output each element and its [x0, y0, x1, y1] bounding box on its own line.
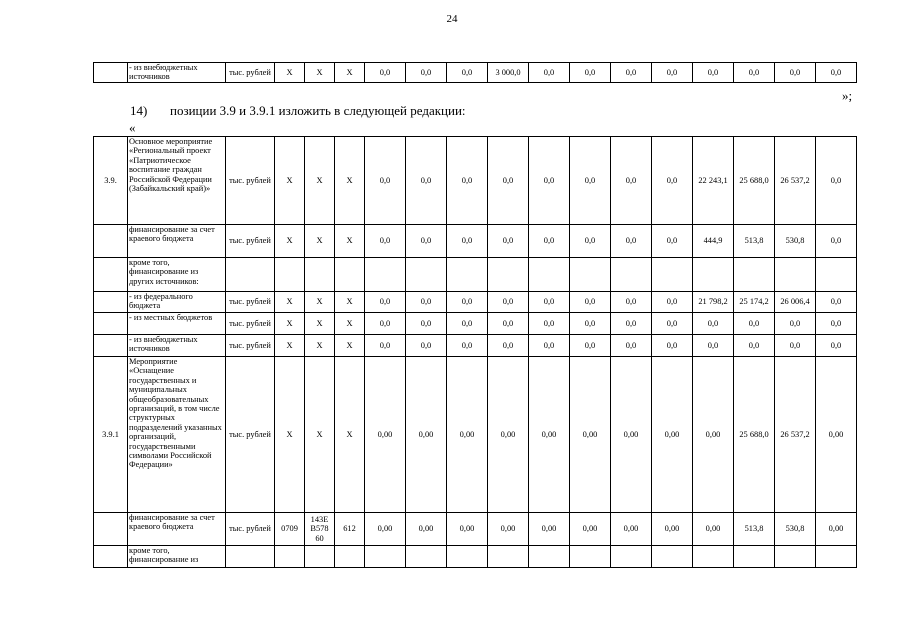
table-row — [94, 63, 857, 83]
table-row — [94, 258, 857, 292]
table-cell: 0,0 — [529, 313, 570, 335]
table-cell: 0,0 — [365, 335, 406, 357]
table-cell: 0,00 — [529, 357, 570, 513]
row-code-cell: 3.9. — [94, 137, 128, 225]
table-cell — [488, 258, 529, 292]
table-cell: 0,0 — [570, 225, 611, 258]
opening-quote: « — [129, 120, 136, 135]
table-cell: 0,0 — [365, 63, 406, 83]
table-cell: 26 537,2 — [775, 357, 816, 513]
table-cell — [365, 546, 406, 568]
table-cell: X — [275, 63, 305, 83]
table-cell — [693, 258, 734, 292]
positions-table — [93, 136, 857, 568]
table-cell: тыс. рублей — [226, 137, 275, 225]
table-cell: 0,0 — [611, 313, 652, 335]
table-cell: 0,0 — [529, 137, 570, 225]
table-cell: X — [335, 335, 365, 357]
row-name-cell: - из внебюджетных источников — [128, 63, 226, 83]
table-row — [94, 313, 857, 335]
table-cell — [816, 546, 857, 568]
table-cell: 0,00 — [365, 357, 406, 513]
table-cell: X — [335, 292, 365, 313]
table-cell: 143E B578 60 — [305, 513, 335, 546]
table-cell: 0,00 — [611, 513, 652, 546]
table-cell — [226, 546, 275, 568]
table-cell — [775, 546, 816, 568]
table-cell — [570, 546, 611, 568]
table-cell — [305, 546, 335, 568]
table-cell: 0,0 — [652, 225, 693, 258]
table-cell: 0,0 — [611, 137, 652, 225]
table-cell — [734, 258, 775, 292]
heading-text: позиции 3.9 и 3.9.1 изложить в следующей редакции: — [170, 103, 466, 118]
table-cell — [335, 258, 365, 292]
table-cell — [693, 546, 734, 568]
table-cell: 0,0 — [570, 292, 611, 313]
table-cell: X — [275, 292, 305, 313]
table-cell: 3 000,0 — [488, 63, 529, 83]
table-cell: 21 798,2 — [693, 292, 734, 313]
table-cell: 0,0 — [734, 313, 775, 335]
row-code-cell — [94, 513, 128, 546]
table-cell — [365, 258, 406, 292]
table-cell — [652, 546, 693, 568]
table-cell: X — [335, 137, 365, 225]
table-cell — [611, 258, 652, 292]
table-cell: 0,0 — [365, 225, 406, 258]
table-cell: 0,00 — [693, 357, 734, 513]
table-cell: 0,0 — [611, 292, 652, 313]
table-cell — [775, 258, 816, 292]
table-cell: 0,0 — [611, 63, 652, 83]
table-cell: X — [305, 63, 335, 83]
table-cell: 530,8 — [775, 513, 816, 546]
table-cell: 0,0 — [529, 335, 570, 357]
table-cell: 22 243,1 — [693, 137, 734, 225]
table-cell — [275, 546, 305, 568]
table-cell: 0,00 — [406, 513, 447, 546]
table-cell: 0,0 — [570, 313, 611, 335]
table-cell — [652, 258, 693, 292]
table-cell: 0,0 — [406, 335, 447, 357]
row-code-cell — [94, 546, 128, 568]
row-code-cell — [94, 292, 128, 313]
table-cell: X — [275, 357, 305, 513]
table-cell: 0709 — [275, 513, 305, 546]
table-row — [94, 137, 857, 225]
table-cell: X — [305, 137, 335, 225]
table-cell: 0,0 — [365, 292, 406, 313]
table-cell: 0,0 — [816, 335, 857, 357]
table-cell: 0,00 — [447, 357, 488, 513]
table-cell: 0,00 — [652, 357, 693, 513]
table-cell: 513,8 — [734, 225, 775, 258]
table-cell: X — [335, 357, 365, 513]
table-cell: 0,0 — [365, 313, 406, 335]
table-cell: 0,0 — [365, 137, 406, 225]
table-cell: X — [275, 313, 305, 335]
row-name-cell: финансирование за счет краевого бюджета — [128, 225, 226, 258]
table-cell: X — [335, 313, 365, 335]
table-cell: 0,0 — [652, 335, 693, 357]
table-cell: 0,00 — [570, 513, 611, 546]
table-cell: 0,0 — [611, 335, 652, 357]
table-cell: 0,0 — [570, 63, 611, 83]
table-cell: 0,00 — [652, 513, 693, 546]
table-cell: X — [335, 225, 365, 258]
table-cell: X — [305, 225, 335, 258]
row-name-cell: Мероприятие «Оснащение государственных и муниципальных общеобразовательных организаций, в том числе структурных подразделений указанных организаций, государственными символами Российской Федерации» — [128, 357, 226, 513]
table-cell — [335, 546, 365, 568]
table-cell: 0,0 — [488, 313, 529, 335]
table-cell: 0,0 — [447, 335, 488, 357]
top-table — [93, 62, 857, 83]
table-cell: 0,00 — [447, 513, 488, 546]
table-cell: 0,00 — [611, 357, 652, 513]
table-cell — [488, 546, 529, 568]
table-cell — [734, 546, 775, 568]
table-cell: 0,00 — [570, 357, 611, 513]
table-cell: тыс. рублей — [226, 513, 275, 546]
table-cell: 0,0 — [816, 63, 857, 83]
table-row — [94, 225, 857, 258]
table-cell: 444,9 — [693, 225, 734, 258]
row-name-cell: финансирование за счет краевого бюджета — [128, 513, 226, 546]
section-heading — [130, 103, 466, 119]
table-cell: 0,0 — [488, 335, 529, 357]
table-cell — [816, 258, 857, 292]
table-row — [94, 546, 857, 568]
row-code-cell: 3.9.1 — [94, 357, 128, 513]
table-cell: 0,00 — [365, 513, 406, 546]
row-name-cell: кроме того, финансирование из — [128, 546, 226, 568]
table-cell: тыс. рублей — [226, 292, 275, 313]
table-cell: X — [275, 225, 305, 258]
table-row — [94, 357, 857, 513]
table-row — [94, 513, 857, 546]
table-cell: 25 688,0 — [734, 137, 775, 225]
table-cell: 0,0 — [447, 63, 488, 83]
table-cell: 0,0 — [406, 225, 447, 258]
table-cell — [529, 546, 570, 568]
heading-number: 14) — [130, 103, 148, 118]
table-cell: 0,0 — [447, 313, 488, 335]
table-cell — [406, 546, 447, 568]
row-code-cell — [94, 225, 128, 258]
row-name-cell: кроме того, финансирование из других источников: — [128, 258, 226, 292]
table-cell: тыс. рублей — [226, 357, 275, 513]
table-cell: тыс. рублей — [226, 225, 275, 258]
table-cell: 0,0 — [775, 313, 816, 335]
table-cell: 0,00 — [816, 357, 857, 513]
table-cell — [447, 258, 488, 292]
table-cell: 0,00 — [529, 513, 570, 546]
table-cell — [529, 258, 570, 292]
table-cell: 0,0 — [693, 335, 734, 357]
table-cell: 0,0 — [816, 313, 857, 335]
table-cell: 0,0 — [652, 137, 693, 225]
closing-quote: »; — [842, 88, 853, 103]
table-cell: X — [305, 313, 335, 335]
table-cell — [611, 546, 652, 568]
table-cell: 0,00 — [816, 513, 857, 546]
table-cell: 0,0 — [693, 63, 734, 83]
table-cell: 0,0 — [652, 63, 693, 83]
table-cell: 0,0 — [488, 292, 529, 313]
table-cell: 0,00 — [406, 357, 447, 513]
table-cell: 0,0 — [406, 137, 447, 225]
table-cell: тыс. рублей — [226, 335, 275, 357]
table-cell — [226, 258, 275, 292]
row-name-cell: Основное мероприятие «Региональный проект «Патриотическое воспитание граждан Российской Федерации (Забайкальский край)» — [128, 137, 226, 225]
table-cell: 0,0 — [488, 137, 529, 225]
table-cell: 0,0 — [570, 137, 611, 225]
table-cell: 0,00 — [488, 513, 529, 546]
table-cell: 0,0 — [447, 292, 488, 313]
row-code-cell — [94, 63, 128, 83]
table-cell: 0,0 — [775, 335, 816, 357]
table-cell — [305, 258, 335, 292]
table-cell: 0,0 — [529, 292, 570, 313]
page-number: 24 — [446, 13, 458, 25]
table-cell: тыс. рублей — [226, 313, 275, 335]
table-cell: X — [305, 357, 335, 513]
table-cell — [447, 546, 488, 568]
table-cell: 0,0 — [406, 63, 447, 83]
table-cell: 612 — [335, 513, 365, 546]
table-row — [94, 292, 857, 313]
table-cell: X — [305, 292, 335, 313]
row-name-cell: - из федерального бюджета — [128, 292, 226, 313]
table-cell: 0,0 — [816, 225, 857, 258]
table-cell: 26 006,4 — [775, 292, 816, 313]
table-cell: X — [275, 335, 305, 357]
table-cell: 0,0 — [406, 313, 447, 335]
row-code-cell — [94, 335, 128, 357]
table-cell: X — [305, 335, 335, 357]
table-cell: 530,8 — [775, 225, 816, 258]
table-cell: 0,0 — [447, 225, 488, 258]
table-cell: 0,0 — [816, 292, 857, 313]
table-cell: 0,00 — [693, 513, 734, 546]
table-cell: 0,0 — [775, 63, 816, 83]
table-cell: 26 537,2 — [775, 137, 816, 225]
table-cell: тыс. рублей — [226, 63, 275, 83]
table-cell: 0,00 — [488, 357, 529, 513]
table-cell — [570, 258, 611, 292]
table-cell: 0,0 — [693, 313, 734, 335]
table-cell — [406, 258, 447, 292]
table-cell: 0,0 — [652, 292, 693, 313]
table-cell: 0,0 — [570, 335, 611, 357]
table-cell: 0,0 — [529, 63, 570, 83]
table-cell: 0,0 — [488, 225, 529, 258]
row-code-cell — [94, 313, 128, 335]
table-cell: 25 688,0 — [734, 357, 775, 513]
table-cell: 0,0 — [816, 137, 857, 225]
table-row — [94, 335, 857, 357]
table-cell: X — [275, 137, 305, 225]
row-code-cell — [94, 258, 128, 292]
table-cell: 0,0 — [406, 292, 447, 313]
table-cell: X — [335, 63, 365, 83]
table-cell: 0,0 — [734, 63, 775, 83]
table-cell: 0,0 — [734, 335, 775, 357]
row-name-cell: - из местных бюджетов — [128, 313, 226, 335]
table-cell: 0,0 — [447, 137, 488, 225]
table-cell: 0,0 — [652, 313, 693, 335]
table-cell: 0,0 — [611, 225, 652, 258]
table-cell: 0,0 — [529, 225, 570, 258]
table-cell: 25 174,2 — [734, 292, 775, 313]
table-cell: 513,8 — [734, 513, 775, 546]
table-cell — [275, 258, 305, 292]
row-name-cell: - из внебюджетных источников — [128, 335, 226, 357]
